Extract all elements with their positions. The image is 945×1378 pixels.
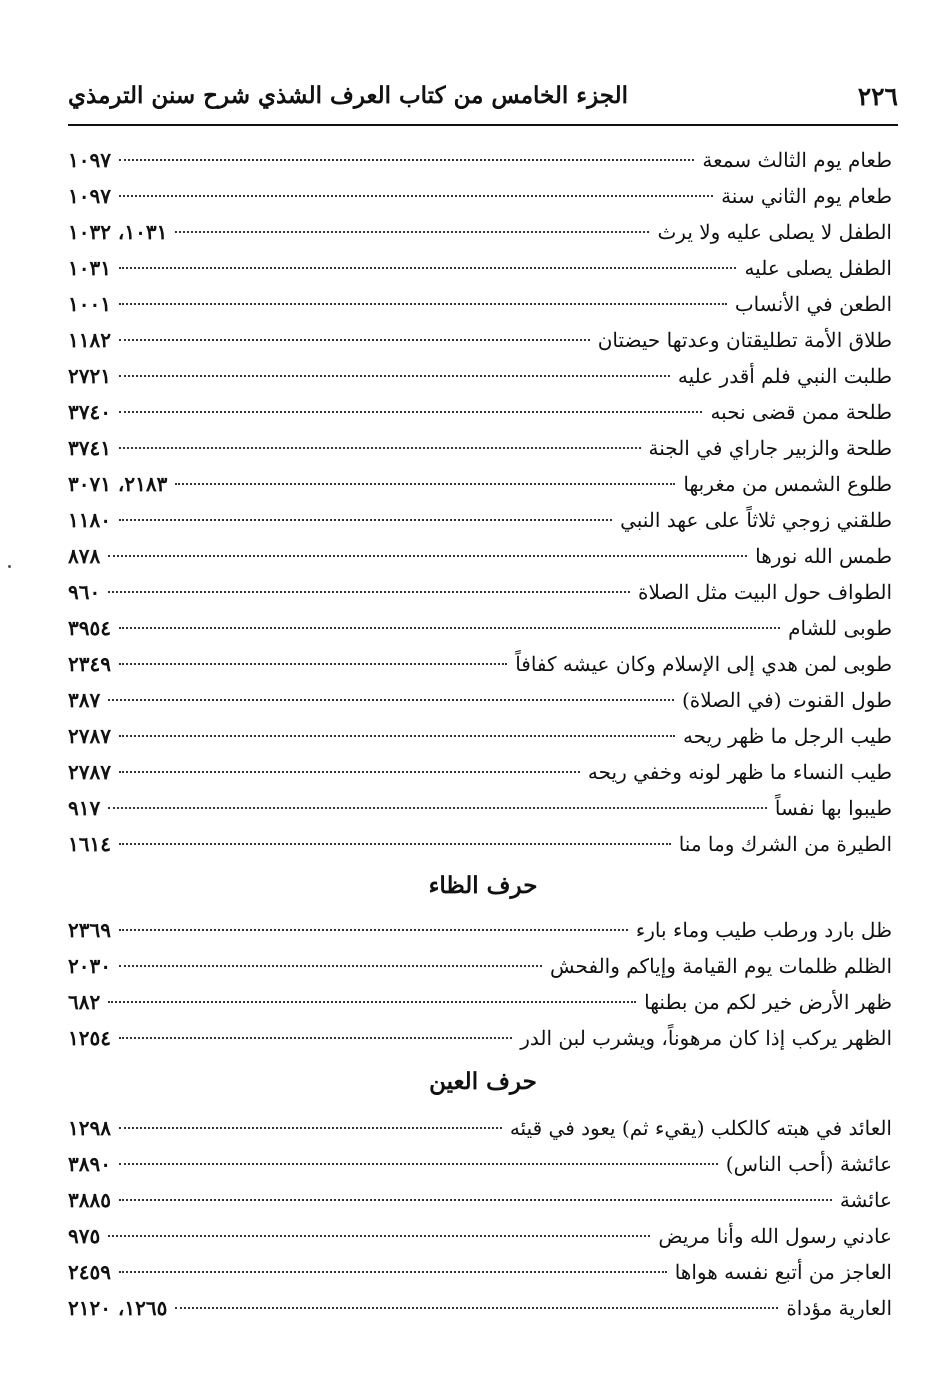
- entry-pages: ٣٧٤٠: [68, 400, 111, 424]
- index-entry: [68, 984, 892, 1020]
- header-rule: [68, 124, 898, 126]
- entry-pages: ٢٧٢١: [68, 364, 111, 388]
- entry-text: ظل بارد ورطب طيب وماء بارء: [635, 918, 892, 942]
- dot-leader: [119, 771, 580, 773]
- entry-pages: ٢٧٨٧: [68, 724, 111, 748]
- dot-leader: [108, 699, 674, 701]
- entry-text: الطفل لا يصلى عليه ولا يرث: [657, 220, 892, 244]
- entry-text: الظهر يركب إذا كان مرهوناً، ويشرب لبن الدر: [520, 1026, 892, 1050]
- entry-text: ظهر الأرض خير لكم من بطنها: [644, 990, 892, 1014]
- index-entry: [68, 790, 892, 826]
- entry-pages: ٨٧٨: [68, 544, 101, 568]
- entry-pages: ١٢٥٤: [68, 1026, 111, 1050]
- index-section-zaa: [68, 912, 892, 1056]
- index-section-taa: [68, 142, 892, 862]
- dot-leader: [119, 965, 542, 967]
- dot-leader: [119, 735, 675, 737]
- dot-leader: [119, 627, 780, 629]
- entry-text: طعام يوم الثاني سنة: [721, 184, 892, 208]
- index-entry: [68, 948, 892, 984]
- dot-leader: [175, 1307, 778, 1309]
- entry-pages: ٢٣٤٩: [68, 652, 111, 676]
- dot-leader: [108, 1235, 650, 1237]
- entry-pages: ١٠٣١، ١٠٣٢: [68, 220, 168, 244]
- index-entry: [68, 574, 892, 610]
- entry-pages: ٢٧٨٧: [68, 760, 111, 784]
- entry-pages: ١٠٩٧: [68, 184, 111, 208]
- index-entry: [68, 826, 892, 862]
- entry-text: عائشة (أحب الناس): [725, 1152, 892, 1176]
- index-entry: [68, 322, 892, 358]
- dot-leader: [119, 195, 713, 197]
- entry-pages: ١٠٠١: [68, 292, 111, 316]
- entry-text: طلحة والزبير جاراي في الجنة: [648, 436, 892, 460]
- index-entry: [68, 682, 892, 718]
- index-entry: [68, 214, 892, 250]
- section-heading-ain: حرف العين: [429, 1068, 537, 1095]
- entry-text: طلحة ممن قضى نحبه: [710, 400, 892, 424]
- dot-leader: [119, 1163, 718, 1165]
- entry-pages: ١١٨٠: [68, 508, 111, 532]
- index-entry: [68, 1218, 892, 1254]
- entry-text: طوبى لمن هدي إلى الإسلام وكان عيشه كفافاً: [515, 652, 892, 676]
- index-entry: [68, 1182, 892, 1218]
- entry-text: طعام يوم الثالث سمعة: [702, 148, 892, 172]
- entry-text: طيب الرجل ما ظهر ريحه: [682, 724, 892, 748]
- index-entry: [68, 1020, 892, 1056]
- dot-leader: [119, 267, 736, 269]
- index-entry: [68, 610, 892, 646]
- index-entry: [68, 646, 892, 682]
- entry-text: الطيرة من الشرك وما منا: [678, 832, 892, 856]
- dot-leader: [119, 303, 727, 305]
- index-entry: [68, 912, 892, 948]
- entry-text: عائشة: [839, 1188, 892, 1212]
- entry-text: طلوع الشمس من مغربها: [683, 472, 892, 496]
- running-title: الجزء الخامس من كتاب العرف الشذي شرح سنن الترمذي: [68, 82, 629, 109]
- dot-leader: [119, 339, 590, 341]
- entry-text: العاجز من أتبع نفسه هواها: [674, 1260, 892, 1284]
- index-entry: [68, 718, 892, 754]
- dot-leader: [119, 1037, 512, 1039]
- entry-pages: ٣٨٩٠: [68, 1152, 111, 1176]
- index-entry: [68, 754, 892, 790]
- entry-text: العارية مؤداة: [786, 1296, 892, 1320]
- entry-pages: ٢٣٦٩: [68, 918, 111, 942]
- page-header: [68, 78, 898, 124]
- entry-pages: ٩١٧: [68, 796, 101, 820]
- dot-leader: [119, 663, 507, 665]
- entry-pages: ١٦١٤: [68, 832, 111, 856]
- entry-text: طيب النساء ما ظهر لونه وخفي ريحه: [587, 760, 892, 784]
- index-entry: [68, 1290, 892, 1326]
- entry-pages: ٣٧٤١: [68, 436, 111, 460]
- entry-pages: ٣٨٧: [68, 688, 101, 712]
- dot-leader: [108, 807, 767, 809]
- dot-leader: [119, 1271, 667, 1273]
- entry-pages: ٢١٨٣، ٣٠٧١: [68, 472, 168, 496]
- entry-text: الطعن في الأنساب: [734, 292, 892, 316]
- index-entry: [68, 286, 892, 322]
- entry-pages: ١١٨٢: [68, 328, 111, 352]
- entry-text: طلاق الأمة تطليقتان وعدتها حيضتان: [597, 328, 892, 352]
- index-entry: [68, 142, 892, 178]
- entry-pages: ١٠٩٧: [68, 148, 111, 172]
- dot-leader: [119, 411, 702, 413]
- index-entry: [68, 538, 892, 574]
- margin-speck: [8, 565, 11, 568]
- entry-text: الطفل يصلى عليه: [744, 256, 892, 280]
- entry-text: الطواف حول البيت مثل الصلاة: [638, 580, 892, 604]
- entry-text: عادني رسول الله وأنا مريض: [658, 1224, 892, 1248]
- index-entry: [68, 358, 892, 394]
- entry-text: العائد في هبته كالكلب (يقيء ثم) يعود في قيئه: [509, 1116, 892, 1140]
- dot-leader: [175, 231, 649, 233]
- entry-pages: ٣٨٨٥: [68, 1188, 111, 1212]
- dot-leader: [119, 519, 612, 521]
- section-heading-zaa: حرف الظاء: [428, 872, 538, 899]
- entry-pages: ٩٧٥: [68, 1224, 101, 1248]
- index-entry: [68, 502, 892, 538]
- dot-leader: [108, 555, 747, 557]
- entry-text: طوبى للشام: [788, 616, 892, 640]
- index-entry: [68, 466, 892, 502]
- dot-leader: [119, 1127, 502, 1129]
- dot-leader: [119, 375, 670, 377]
- index-entry: [68, 250, 892, 286]
- index-entry: [68, 430, 892, 466]
- entry-pages: ١٠٣١: [68, 256, 111, 280]
- dot-leader: [108, 591, 630, 593]
- dot-leader: [108, 1001, 636, 1003]
- entry-pages: ٣٩٥٤: [68, 616, 111, 640]
- dot-leader: [119, 929, 628, 931]
- index-entry: [68, 1110, 892, 1146]
- entry-pages: ٩٦٠: [68, 580, 101, 604]
- index-section-ain: [68, 1110, 892, 1326]
- entry-pages: ١٢٩٨: [68, 1116, 111, 1140]
- dot-leader: [175, 483, 675, 485]
- index-entry: [68, 1254, 892, 1290]
- index-entry: [68, 394, 892, 430]
- dot-leader: [119, 447, 641, 449]
- entry-text: الظلم ظلمات يوم القيامة وإياكم والفحش: [550, 954, 892, 978]
- entry-text: طول القنوت (في الصلاة): [681, 688, 892, 712]
- dot-leader: [119, 159, 694, 161]
- entry-pages: ١٢٦٥، ٢١٢٠: [68, 1296, 168, 1320]
- entry-text: طيبوا بها نفساً: [774, 796, 892, 820]
- index-entry: [68, 178, 892, 214]
- entry-pages: ٦٨٢: [68, 990, 101, 1014]
- entry-text: طمس الله نورها: [755, 544, 892, 568]
- page-number: ٢٢٦: [857, 82, 898, 111]
- entry-pages: ٢٤٥٩: [68, 1260, 111, 1284]
- dot-leader: [119, 843, 671, 845]
- dot-leader: [119, 1199, 832, 1201]
- entry-text: طلبت النبي فلم أقدر عليه: [677, 364, 892, 388]
- entry-text: طلقني زوجي ثلاثاً على عهد النبي: [620, 508, 892, 532]
- index-entry: [68, 1146, 892, 1182]
- entry-pages: ٢٠٣٠: [68, 954, 111, 978]
